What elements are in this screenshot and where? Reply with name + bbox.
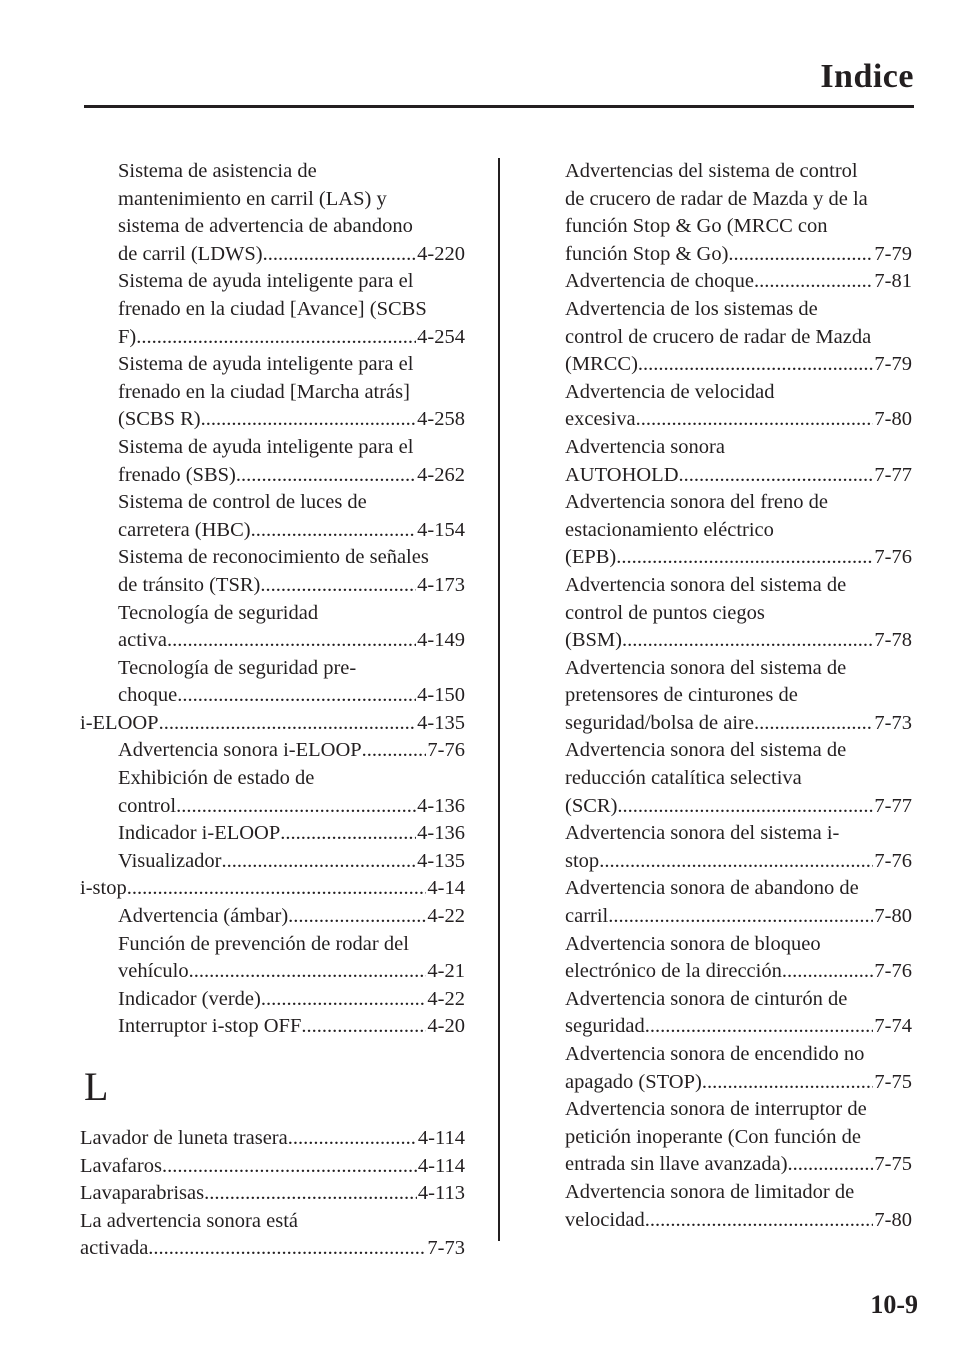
entry-page-ref: 7-79 <box>874 353 912 376</box>
dot-leader <box>236 462 416 490</box>
entry-page-ref: 7-77 <box>874 794 912 817</box>
entry-text-line: Advertencia sonora del sistema de <box>565 739 847 762</box>
dot-leader <box>599 848 873 876</box>
index-entry <box>80 268 465 351</box>
index-entry <box>565 268 912 296</box>
entry-last-line <box>118 820 465 848</box>
entry-page-ref: 4-150 <box>417 684 465 707</box>
entry-page-ref: 4-135 <box>417 711 465 734</box>
dot-leader <box>136 324 416 352</box>
dot-leader <box>788 1151 874 1179</box>
entry-page-ref: 7-73 <box>427 1237 465 1260</box>
dot-leader <box>636 406 874 434</box>
entry-last-line <box>565 241 912 269</box>
dot-leader <box>204 1180 417 1208</box>
index-entry <box>80 1180 465 1208</box>
dot-leader <box>261 986 427 1014</box>
entry-last-line <box>565 1207 912 1235</box>
entry-term: i-ELOOP <box>80 711 159 734</box>
index-entry <box>565 158 912 268</box>
entry-page-ref: 7-76 <box>874 849 912 872</box>
dot-leader <box>201 406 417 434</box>
entry-last-line <box>565 1151 912 1179</box>
entry-last-line <box>565 406 912 434</box>
entry-last-line <box>565 958 912 986</box>
entry-page-ref: 7-77 <box>874 463 912 486</box>
dot-leader <box>301 1013 426 1041</box>
index-entry <box>80 351 465 434</box>
entry-last-line <box>80 710 465 738</box>
dot-leader <box>167 627 416 655</box>
entry-text-line: Función de prevención de rodar del <box>118 932 409 955</box>
dot-leader <box>260 572 416 600</box>
index-entry <box>80 737 465 765</box>
entry-text-line: sistema de advertencia de abandono <box>118 215 413 238</box>
entry-text-line: de crucero de radar de Mazda y de la <box>565 187 868 210</box>
dot-leader <box>162 1153 417 1181</box>
index-entry <box>80 986 465 1014</box>
entry-page-ref: 4-113 <box>417 1182 465 1205</box>
header-rule <box>84 105 914 108</box>
dot-leader <box>222 848 417 876</box>
entry-text-line: control de puntos ciegos <box>565 601 765 624</box>
entry-term: de carril (LDWS) <box>118 242 263 265</box>
entry-page-ref: 4-258 <box>417 408 465 431</box>
entry-last-line <box>118 793 465 821</box>
entry-last-line <box>118 903 465 931</box>
index-entry <box>80 434 465 489</box>
entry-text-line: Sistema de ayuda inteligente para el <box>118 270 414 293</box>
index-entry <box>80 158 465 268</box>
entry-term: de tránsito (TSR) <box>118 573 261 596</box>
entry-text-line: pretensores de cinturones de <box>565 684 798 707</box>
entry-term: seguridad <box>565 1015 645 1038</box>
index-column-left <box>80 158 465 1263</box>
entry-last-line <box>565 903 912 931</box>
entry-text-line: Tecnología de seguridad <box>118 601 319 624</box>
entry-term: Lavador de luneta trasera <box>80 1127 288 1149</box>
entry-term: Advertencia (ámbar) <box>118 905 289 928</box>
entry-term: i-stop <box>80 877 127 900</box>
index-entry <box>80 1125 465 1153</box>
entry-text-line: Advertencia sonora de interruptor de <box>565 1098 867 1121</box>
entry-text-line: estacionamiento eléctrico <box>565 518 774 541</box>
dot-leader <box>608 903 873 931</box>
entry-text-line: Tecnología de seguridad pre- <box>118 656 357 679</box>
entry-term: Lavaparabrisas <box>80 1182 205 1205</box>
dot-leader <box>288 1125 417 1153</box>
entry-term: AUTOHOLD <box>565 463 679 486</box>
index-entries-l <box>80 1125 465 1263</box>
dot-leader <box>645 1207 874 1235</box>
entry-page-ref: 4-254 <box>417 325 465 348</box>
entry-last-line <box>118 737 465 765</box>
entry-term: activada <box>80 1237 149 1260</box>
dot-leader <box>189 958 427 986</box>
index-entry <box>80 931 465 986</box>
entry-text-line: función Stop & Go (MRCC con <box>565 215 828 238</box>
index-entry <box>80 875 465 903</box>
entry-term: (MRCC) <box>565 353 638 376</box>
entry-last-line <box>565 848 912 876</box>
index-entry <box>80 903 465 931</box>
index-entry <box>80 710 465 738</box>
entry-last-line <box>118 241 465 269</box>
entry-last-line <box>565 1013 912 1041</box>
entry-page-ref: 4-149 <box>417 629 465 652</box>
dot-leader <box>362 737 427 765</box>
entry-term: (SCBS R) <box>118 408 201 431</box>
entry-last-line <box>565 462 912 490</box>
entry-term: carretera (HBC) <box>118 518 251 541</box>
dot-leader <box>754 268 873 296</box>
entry-last-line <box>80 875 465 903</box>
index-entry <box>80 544 465 599</box>
entry-text-line: Sistema de reconocimiento de señales <box>118 546 429 569</box>
entry-term: velocidad <box>565 1208 645 1231</box>
section-letter: L <box>84 1064 109 1109</box>
entry-last-line <box>565 268 912 296</box>
dot-leader <box>679 462 874 490</box>
entry-last-line <box>80 1180 465 1208</box>
column-divider <box>498 158 500 1241</box>
dot-leader <box>176 793 416 821</box>
entry-page-ref: 7-76 <box>874 960 912 983</box>
index-entry <box>80 489 465 544</box>
entry-last-line <box>118 682 465 710</box>
entry-last-line <box>565 351 912 379</box>
entry-last-line <box>118 986 465 1014</box>
entry-text-line: frenado en la ciudad [Marcha atrás] <box>118 380 410 403</box>
entry-term: frenado (SBS) <box>118 463 236 486</box>
entry-text-line: reducción catalítica selectiva <box>565 767 802 790</box>
index-entry <box>565 986 912 1041</box>
index-entry <box>80 1208 465 1263</box>
entry-page-ref: 7-74 <box>874 1015 912 1038</box>
entry-last-line <box>565 793 912 821</box>
index-entries-i <box>80 158 465 1041</box>
page-header-title: Indice <box>820 58 914 95</box>
entry-text-line: Advertencia sonora del sistema i- <box>565 822 840 845</box>
dot-leader <box>177 682 416 710</box>
entry-page-ref: 4-136 <box>417 822 465 845</box>
index-column-right <box>565 158 912 1234</box>
entry-last-line <box>565 544 912 572</box>
dot-leader <box>702 1069 874 1097</box>
index-entry <box>565 489 912 572</box>
index-entry <box>80 765 465 820</box>
entry-page-ref: 4-135 <box>417 849 465 872</box>
entry-last-line <box>118 462 465 490</box>
entry-last-line <box>118 406 465 434</box>
index-entry <box>565 737 912 820</box>
entry-text-line: mantenimiento en carril (LAS) y <box>118 187 387 210</box>
dot-leader <box>754 710 873 738</box>
entry-text-line: Advertencia sonora de encendido no <box>565 1043 865 1065</box>
entry-text-line: Advertencia sonora de bloqueo <box>565 932 821 955</box>
entry-page-ref: 4-114 <box>417 1154 465 1177</box>
entry-page-ref: 4-220 <box>417 242 465 265</box>
entry-page-ref: 4-14 <box>427 877 465 900</box>
index-entry <box>80 600 465 655</box>
index-entry <box>565 1096 912 1179</box>
entry-last-line <box>118 1013 465 1041</box>
entry-text-line: Sistema de ayuda inteligente para el <box>118 353 414 376</box>
entry-term: Indicador (verde) <box>118 987 261 1010</box>
entry-term: apagado (STOP) <box>565 1070 702 1093</box>
dot-leader <box>288 903 426 931</box>
entry-last-line <box>118 572 465 600</box>
entry-text-line: Advertencia de los sistemas de <box>565 297 818 320</box>
entry-text-line: Advertencia de velocidad <box>565 380 775 403</box>
entry-text-line: frenado en la ciudad [Avance] (SCBS <box>118 297 427 320</box>
index-entry <box>80 655 465 710</box>
entry-term: (SCR) <box>565 794 618 817</box>
entry-term: Advertencia sonora i-ELOOP <box>118 739 362 762</box>
entry-last-line <box>118 324 465 352</box>
entry-page-ref: 4-173 <box>417 573 465 596</box>
entry-term: choque <box>118 684 178 707</box>
entry-page-ref: 7-76 <box>427 739 465 762</box>
entry-term: Indicador i-ELOOP <box>118 822 281 845</box>
index-entry <box>565 931 912 986</box>
entry-last-line <box>118 517 465 545</box>
entry-text-line: Advertencia sonora del sistema de <box>565 573 847 596</box>
entry-page-ref: 4-136 <box>417 794 465 817</box>
entry-term: (BSM) <box>565 629 622 652</box>
entry-text-line: petición inoperante (Con función de <box>565 1125 862 1148</box>
entry-page-ref: 4-21 <box>427 960 465 983</box>
entry-page-ref: 4-114 <box>417 1127 465 1149</box>
index-entry <box>565 875 912 930</box>
entry-term: electrónico de la dirección <box>565 960 782 983</box>
entry-page-ref: 7-73 <box>874 711 912 734</box>
dot-leader <box>251 517 417 545</box>
index-entries-a <box>565 158 912 1234</box>
entry-text-line: Advertencia sonora de limitador de <box>565 1180 855 1203</box>
index-entry <box>565 572 912 655</box>
entry-page-ref: 7-80 <box>874 905 912 928</box>
dot-leader <box>280 820 416 848</box>
entry-text-line: Advertencias del sistema de control <box>565 160 858 182</box>
entry-last-line <box>565 627 912 655</box>
dot-leader <box>616 544 873 572</box>
entry-text-line: Sistema de asistencia de <box>118 160 317 182</box>
entry-page-ref: 4-22 <box>427 987 465 1010</box>
entry-text-line: Advertencia sonora del sistema de <box>565 656 847 679</box>
dot-leader <box>127 875 427 903</box>
entry-page-ref: 7-75 <box>874 1153 912 1176</box>
entry-text-line: Sistema de control de luces de <box>118 491 367 514</box>
entry-last-line <box>118 958 465 986</box>
entry-term: excesiva <box>565 408 636 431</box>
dot-leader <box>148 1235 426 1263</box>
dot-leader <box>782 958 874 986</box>
entry-page-ref: 7-81 <box>874 270 912 293</box>
entry-text-line: Exhibición de estado de <box>118 767 315 790</box>
entry-term: Visualizador <box>118 849 222 872</box>
entry-page-ref: 7-76 <box>874 546 912 569</box>
index-entry <box>565 296 912 379</box>
entry-term: F) <box>118 325 137 348</box>
index-entry <box>80 820 465 848</box>
entry-page-ref: 7-80 <box>874 408 912 431</box>
entry-term: control <box>118 794 177 817</box>
entry-term: Interruptor i-stop OFF <box>118 1015 302 1038</box>
entry-text-line: Advertencia sonora de cinturón de <box>565 987 848 1010</box>
entry-last-line <box>80 1235 465 1263</box>
entry-page-ref: 7-78 <box>874 629 912 652</box>
entry-term: Lavafaros <box>80 1154 162 1177</box>
dot-leader <box>622 627 873 655</box>
index-entry <box>565 1179 912 1234</box>
entry-last-line <box>118 848 465 876</box>
entry-last-line <box>118 627 465 655</box>
index-entry <box>565 1041 912 1096</box>
entry-page-ref: 7-80 <box>874 1208 912 1231</box>
entry-last-line <box>565 710 912 738</box>
entry-last-line <box>80 1153 465 1181</box>
entry-term: función Stop & Go) <box>565 242 729 265</box>
dot-leader <box>645 1013 874 1041</box>
entry-last-line <box>565 1069 912 1097</box>
index-entry <box>80 1153 465 1181</box>
dot-leader <box>638 351 874 379</box>
entry-text-line: Advertencia sonora del freno de <box>565 491 828 514</box>
entry-text-line: Advertencia sonora <box>565 435 725 458</box>
entry-page-ref: 4-262 <box>417 463 465 486</box>
entry-text-line: La advertencia sonora está <box>80 1209 298 1232</box>
entry-term: vehículo <box>118 960 189 983</box>
index-entry <box>565 655 912 738</box>
entry-text-line: Sistema de ayuda inteligente para el <box>118 435 414 458</box>
entry-page-ref: 7-75 <box>874 1070 912 1093</box>
entry-last-line <box>80 1125 465 1153</box>
entry-page-ref: 7-79 <box>874 242 912 265</box>
dot-leader <box>263 241 417 269</box>
index-entry <box>565 820 912 875</box>
entry-term: entrada sin llave avanzada) <box>565 1153 788 1176</box>
dot-leader <box>617 793 873 821</box>
dot-leader <box>728 241 873 269</box>
entry-text-line: Advertencia sonora de abandono de <box>565 877 859 900</box>
entry-page-ref: 4-20 <box>427 1015 465 1038</box>
index-entry <box>565 434 912 489</box>
entry-term: carril <box>565 905 609 928</box>
entry-term: Advertencia de choque <box>565 270 754 293</box>
dot-leader <box>159 710 417 738</box>
entry-page-ref: 4-154 <box>417 518 465 541</box>
index-entry <box>565 379 912 434</box>
index-entry <box>80 848 465 876</box>
entry-term: stop <box>565 849 600 872</box>
entry-term: activa <box>118 629 167 652</box>
entry-term: (EPB) <box>565 546 617 569</box>
entry-text-line: control de crucero de radar de Mazda <box>565 325 872 348</box>
page-number: 10-9 <box>870 1290 918 1319</box>
entry-term: seguridad/bolsa de aire <box>565 711 754 734</box>
index-entry <box>80 1013 465 1041</box>
entry-page-ref: 4-22 <box>427 905 465 928</box>
